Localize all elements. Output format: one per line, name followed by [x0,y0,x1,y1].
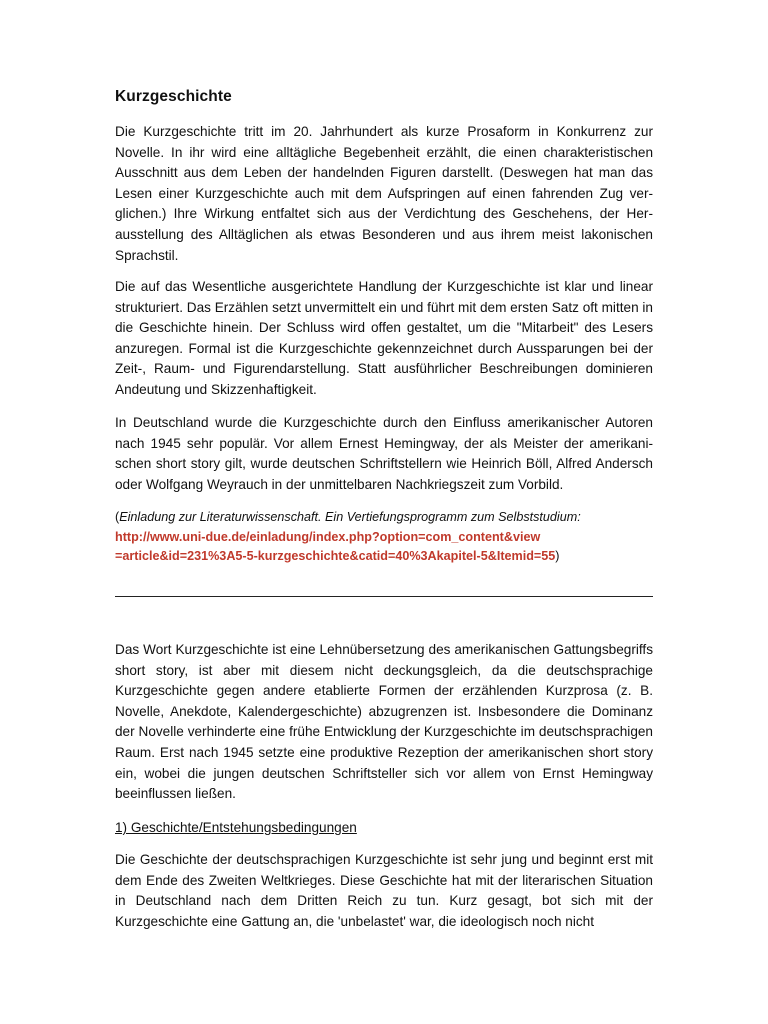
paragraph-structure: Die auf das Wesentliche ausgerichtete Handlung der Kurzgeschichte ist klar und linear strukturiert. Das Erzählen setzt unvermittelt ein und führt mit dem ersten Satz oft mitten in die Geschichte hinein. Der Schluss wird offen gestaltet, um die "Mitarbeit" des Lesers anzuregen. Formal ist die Kurzgeschichte gekennzeichnet durch Aussparungen bei der Zeit-, Raum- und Figurendarstellung. Statt ausführlicher Beschreibungen dominieren Andeutung und Skizzenhaftigkeit. [115,279,653,397]
paragraph-history: Die Geschichte der deutschsprachigen Kurzgeschichte ist sehr jung und beginnt erst mit dem Ende des Zweiten Weltkrieges. Diese Geschichte hat mit der literarischen Situation in Deutschland nach dem Dritten Reich zu tun. Kurz gesagt, bot sich mit der Kurzgeschichte eine Gattung an, die 'unbelastet' war, die ideologisch noch nicht [115,852,653,929]
paragraph-intro: Die Kurzgeschichte tritt im 20. Jahrhundert als kurze Prosaform in Konkurrenz zur Novelle. In ihr wird eine alltägliche Begebenheit erzählt, die einen charakteristischen Ausschnitt aus dem Leben der handelnden Figuren darstellt. (Deswegen hat man das Lesen einer Kurzgeschichte auch mit dem Aufspringen auf einen fahrenden Zug verglichen.) Ihre Wirkung entfaltet sich aus der Verdichtung des Geschehens, der Herausstellung des Alltäglichen als etwas Besonderen und aus ihrem meist lakonischen Sprachstil. [115,124,653,263]
page-title: Kurzgeschichte [115,88,232,105]
citation-close-paren: ) [555,549,560,563]
citation-open-paren: ( [115,510,120,524]
citation-source: Einladung zur Literaturwissenschaft. Ein Vertiefungsprogramm zum Selbststudium: [119,510,581,524]
section-heading: 1) Geschichte/Entstehungsbedingungen [115,820,357,835]
horizontal-divider [115,596,653,597]
paragraph-etymology: Das Wort Kurzgeschichte ist eine Lehnübersetzung des amerikanischen Gattungsbegriffs short story, ist aber mit diesem nicht deckungsgleich, da die deutschsprachige Kurzgeschichte gegen andere etablierte Formen der erzählenden Kurzprosa (z. B. Novelle, Anekdote, Kalendergeschichte) abzugrenzen ist. Insbesondere die Dominanz der Novelle verhinderte eine frühe Entwicklung der Kurzgeschichte im deutschsprachigen Raum. Erst nach 1945 setzte eine produktive Rezeption der amerikanischen short story ein, wobei die jungen deutschen Schriftsteller sich vor allem von Ernst Hemingway beeinflussen ließen. [115,642,653,802]
citation-link[interactable]: http://www.uni-due.de/einladung/index.php?option=com_content&view =article&id=231%3A5-5-kurzgeschichte&catid=40%3Akapitel-5&Itemid=55 [115,529,556,563]
citation [115,508,653,567]
paragraph-germany: In Deutschland wurde die Kurzgeschichte durch den Einfluss amerikanischer Autoren nach 1945 sehr populär. Vor allem Ernest Hemingway, der als Meister der amerikanischen short story gilt, wurde deutschen Schriftstellern wie Heinrich Böll, Alfred Andersch oder Wolfgang Weyrauch in der unmittelbaren Nachkriegszeit zum Vorbild. [115,415,653,492]
